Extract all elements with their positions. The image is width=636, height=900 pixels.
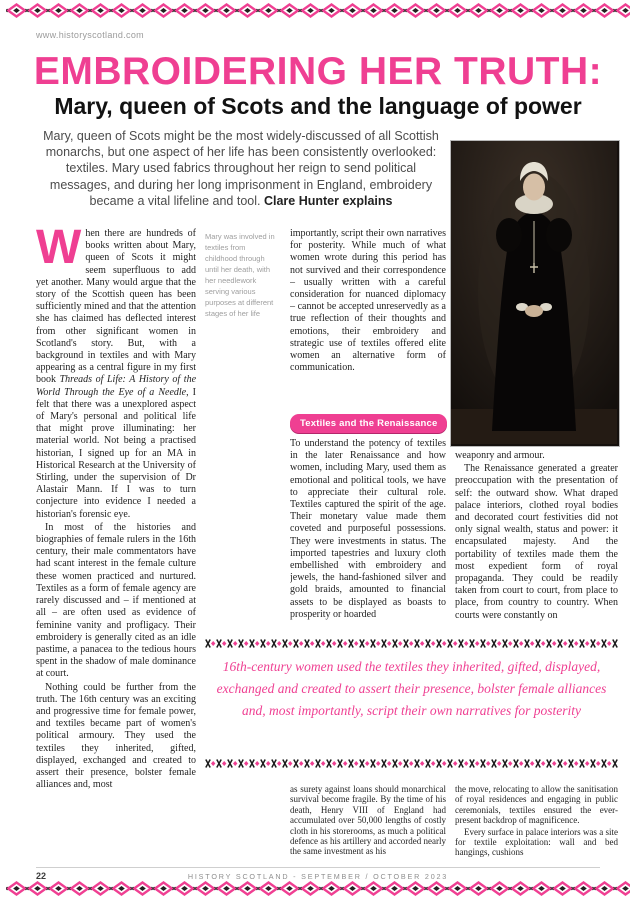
column-3-bottom	[455, 784, 618, 864]
standfirst	[36, 128, 446, 209]
pull-quote: 16th-century women used the textiles they inherited, gifted, displayed, exchanged and created to assert their presence, bolster female alliances and, most importantly, script their own narratives for posterity	[216, 659, 607, 718]
top-border-pattern	[6, 3, 630, 18]
pull-quote-border-top	[205, 637, 618, 650]
body-paragraph: weaponry and armour.	[455, 450, 545, 461]
body-paragraph: To understand the potency of textiles in the later Renaissance and how women, including Mary, used them as emotional and political tools, we have to appreciate their cultural role. Textiles captured the spirit of the age. Their monetary value made them coveted and purposeful possessions. They were investments in status. The imported tapestries and luxury cloth embellished with embroidery and jewels, the hand-fashioned silver and gold braids, amounted to financial assets to be displayed as boasts to prosperity or hoarded	[290, 438, 446, 620]
mary-portrait-image	[450, 140, 620, 447]
body-paragraph	[36, 228, 196, 521]
column-2-lower	[290, 438, 446, 634]
standfirst-text: Mary, queen of Scots might be the most widely-discussed of all Scottish monarchs, but one aspect of her life has been consistently overlooked: textiles. Mary used fabrics throughout her reign to send political messages, and during her long imprisonment in England, embroidery became a vital lifeline and tool.	[43, 129, 439, 208]
image-caption: Mary was involved in textiles from childhood through until her death, with her needlework serving various purposes at different stages of her life	[205, 232, 275, 318]
magazine-title: HISTORY SCOTLAND - SEPTEMBER / OCTOBER 2023	[187, 872, 449, 881]
column-3-upper	[455, 450, 618, 633]
body-paragraph: as surety against loans should monarchical survival become fragile. By the time of his death, Henry VIII of England had accumulated over 50,000 lengths of costly cloth in his storerooms, as much a political defence as his artillery and accorded nearly the same investment as his	[290, 784, 446, 857]
paragraph-text: , I felt that there was a unexplored aspect of Mary's personal and political life that might prove illuminating: her material world. Not being a practised historian, I signed up for an MA in Historical Research at the University of Stirling, under the supervision of Dr Alastair Mann. If I was to turn conjecture into evidence I needed a historian's forensic eye.	[36, 386, 196, 520]
body-paragraph: Every surface in palace interiors was a site for textile exploitation: wall and bed hangings, cushions	[455, 826, 618, 858]
bottom-border-pattern	[6, 881, 630, 896]
website-url: www.historyscotland.com	[36, 30, 144, 40]
paragraph-text: hen there are hundreds of books written about Mary, queen of Scots it might seem superfluous to add yet another. Many would argue that the story of the Scottish queen has been sufficiently mined and that the attention she has claimed has deflected interest from other significant women in Scotland's story. But, with a background in textiles and with Mary appearing as a central figure in my first book	[36, 228, 196, 386]
column-2-upper	[290, 228, 446, 410]
column-2-bottom	[290, 784, 446, 864]
body-paragraph: The Renaissance generated a greater preoccupation with the presentation of self: the outward show. What draped palace interiors, clothed royal bodies and decorated court festivities did not only signal wealth, status and power: it encapsulated majesty. And the portability of textiles made them the most expedient form of royal propaganda. They could be readily taken from court to court, from place to place, from country to country. When courts were constantly on	[455, 463, 618, 621]
column-1	[36, 228, 196, 866]
article-title: EMBROIDERING HER TRUTH:	[33, 50, 603, 93]
body-paragraph: Nothing could be further from the truth. The 16th century was an exciting and progressive time for female power, and textiles became part of women's political armoury. They used the textiles they inherited, gifted, displayed, exchanged and created to assert their presence, bolster female alliances and, most	[36, 681, 196, 791]
drop-cap: W	[36, 228, 82, 274]
page-number: 22	[36, 871, 47, 881]
section-heading-pill: Textiles and the Renaissance	[290, 414, 447, 433]
body-paragraph: importantly, script their own narratives for posterity. While much of what women wrote during this period has not survived and their correspondence – usually written with a careful consideration for nuanced diplomacy – cannot be accepted unreservedly as a true reflection of their thoughts and emotions, their embroidery and strategic use of textiles offered elite women an alternative form of communication.	[290, 228, 446, 374]
body-paragraph: the move, relocating to allow the sanitisation of royal residences and engaging in public ceremonials, textiles ensured the ever-present backdrop of magnificence.	[455, 784, 618, 826]
portrait-painting	[451, 141, 617, 444]
body-paragraph: In most of the histories and biographies of female rulers in the 16th century, their male commentators have had scant interest in the female culture these women practiced and nurtured. Textiles as a form of female agency are rarely discussed and – if mentioned at all – are often used as evidence of feminine vanity and profligacy. Their embroidery is generally cited as an idle pastime, a panacea to the tedious hours spent in the shadow of male dominance at court.	[36, 521, 196, 680]
byline: Clare Hunter explains	[263, 193, 393, 208]
pull-quote-border-bottom	[205, 757, 618, 770]
book-title: Threads of Life: A History of the World Through the Eye of a Needle	[36, 374, 196, 398]
article-subtitle: Mary, queen of Scots and the language of power	[54, 93, 582, 119]
